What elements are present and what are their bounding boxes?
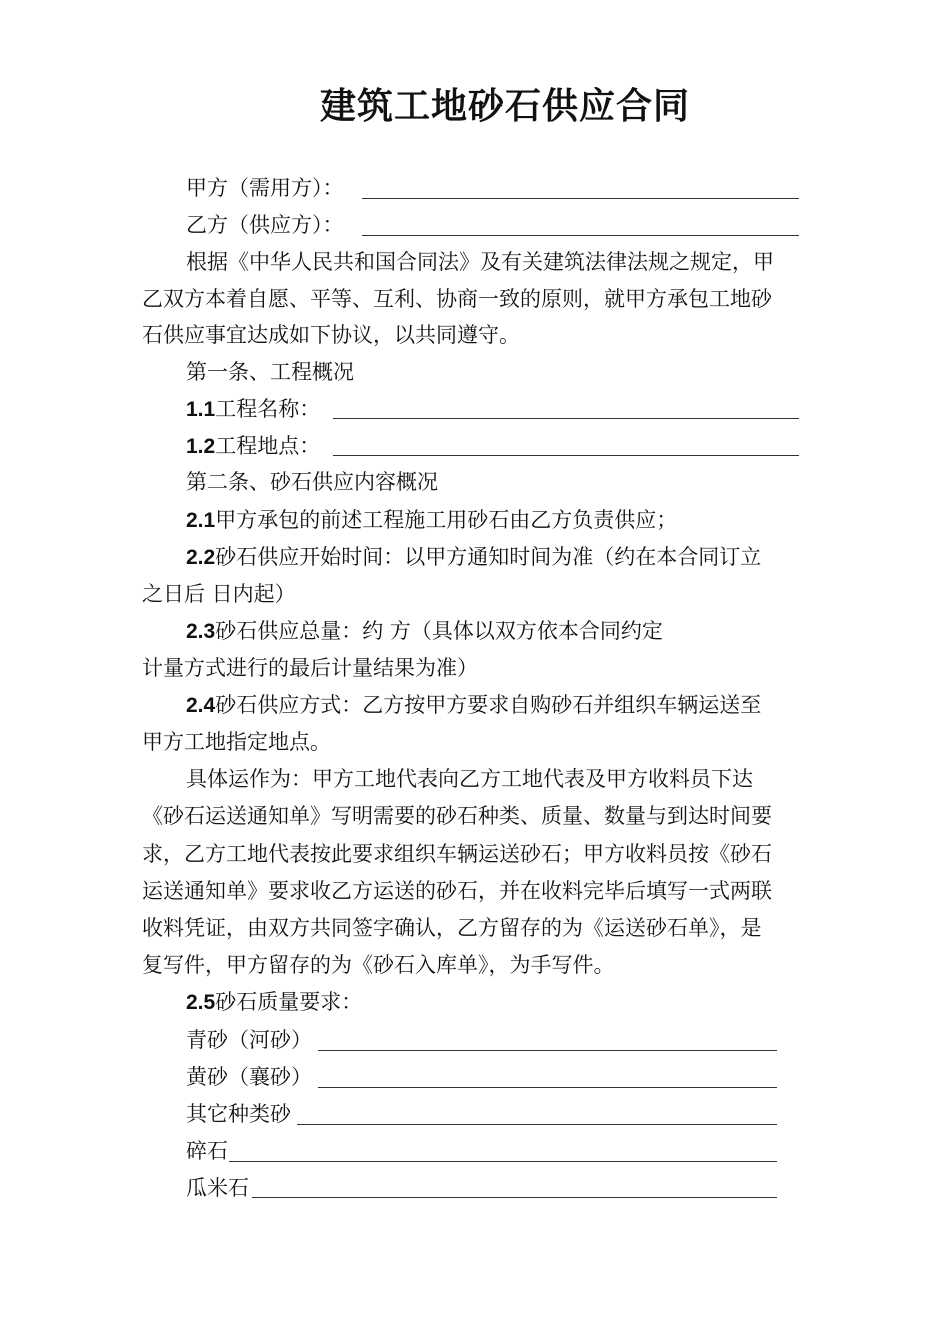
- clause-text: 砂石质量要求：: [215, 990, 363, 1014]
- quality-blank-yellow-sand[interactable]: [318, 1087, 777, 1088]
- quality-item-label: 其它种类砂: [186, 1102, 291, 1126]
- preamble-line: 根据《中华人民共和国合同法》及有关建筑法律法规之规定，甲: [186, 250, 774, 274]
- clause-text: 砂石供应总量：约 方（具体以双方依本合同约定: [215, 619, 663, 643]
- project-name-blank[interactable]: [333, 418, 799, 419]
- operation-line: 求，乙方工地代表按此要求组织车辆运送砂石；甲方收料员按《砂石: [142, 842, 772, 866]
- clause-2-4-cont: 甲方工地指定地点。: [142, 730, 331, 754]
- party-a-blank[interactable]: [362, 198, 799, 199]
- clause-number: 2.5: [186, 991, 216, 1014]
- operation-line: 运送通知单》要求收乙方运送的砂石，并在收料完毕后填写一式两联: [142, 879, 772, 903]
- clause-2-1: [186, 505, 677, 536]
- clause-2-2-cont: 之日后 日内起）: [142, 582, 296, 606]
- quality-item-label: 青砂（河砂）: [186, 1028, 312, 1052]
- clause-2-5: [186, 987, 362, 1018]
- quality-blank-gravel[interactable]: [229, 1161, 777, 1162]
- clause-text: 甲方承包的前述工程施工用砂石由乙方负责供应；: [215, 508, 678, 532]
- item-number: 1.1: [186, 398, 216, 421]
- quality-item-label: 黄砂（襄砂）: [186, 1065, 312, 1089]
- operation-line: 《砂石运送通知单》写明需要的砂石种类、质量、数量与到达时间要: [142, 804, 772, 828]
- party-a-label: 甲方（需用方）：: [186, 176, 344, 200]
- clause-text: 砂石供应开始时间：以甲方通知时间为准（约在本合同订立: [215, 545, 762, 569]
- item-label: 工程地点：: [215, 434, 321, 458]
- item-1-1: [186, 394, 320, 425]
- project-location-blank[interactable]: [333, 455, 799, 456]
- item-number: 1.2: [186, 435, 216, 458]
- clause-2-4: [186, 690, 761, 721]
- clause-number: 2.1: [186, 509, 216, 532]
- clause-number: 2.3: [186, 620, 216, 643]
- clause-2-3-cont: 计量方式进行的最后计量结果为准）: [142, 656, 478, 680]
- clause-number: 2.2: [186, 546, 216, 569]
- operation-line: 具体运作为：甲方工地代表向乙方工地代表及甲方收料员下达: [186, 767, 753, 791]
- operation-line: 收料凭证，由双方共同签字确认，乙方留存的为《运送砂石单》，是: [142, 916, 762, 940]
- quality-item-label: 瓜米石: [186, 1176, 249, 1200]
- quality-blank-river-sand[interactable]: [318, 1050, 777, 1051]
- article-2-heading: 第二条、砂石供应内容概况: [186, 470, 438, 494]
- clause-text: 砂石供应方式：乙方按甲方要求自购砂石并组织车辆运送至: [215, 693, 762, 717]
- clause-2-2: [186, 542, 761, 573]
- clause-number: 2.4: [186, 694, 216, 717]
- item-1-2: [186, 431, 320, 462]
- document-title: 建筑工地砂石供应合同: [319, 86, 690, 127]
- item-label: 工程名称：: [215, 397, 321, 421]
- quality-blank-pea-gravel[interactable]: [252, 1197, 777, 1198]
- operation-line: 复写件，甲方留存的为《砂石入库单》，为手写件。: [142, 953, 615, 977]
- preamble-line: 石供应事宜达成如下协议，以共同遵守。: [142, 323, 520, 347]
- party-b-label: 乙方（供应方）：: [186, 213, 344, 237]
- quality-item-label: 碎石: [186, 1139, 228, 1163]
- preamble-line: 乙双方本着自愿、平等、互利、协商一致的原则，就甲方承包工地砂: [142, 287, 772, 311]
- party-b-blank[interactable]: [362, 235, 799, 236]
- quality-blank-other-sand[interactable]: [297, 1124, 777, 1125]
- clause-2-3: [186, 616, 663, 647]
- article-1-heading: 第一条、工程概况: [186, 360, 354, 384]
